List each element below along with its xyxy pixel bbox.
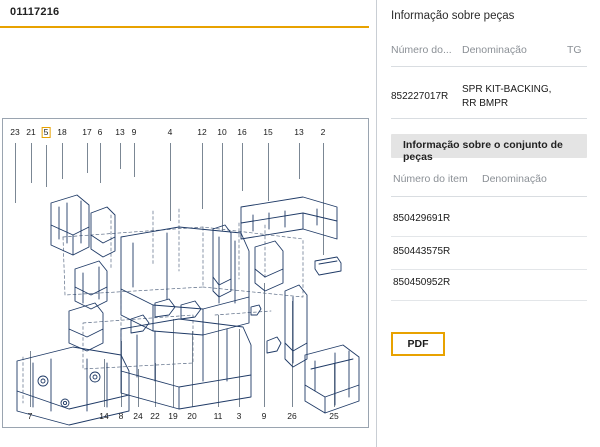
callout-21[interactable]: 21 (26, 127, 36, 137)
callout-6[interactable]: 6 (97, 127, 103, 137)
callout-row-bottom (3, 411, 369, 423)
callout-14[interactable]: 14 (99, 411, 109, 421)
callout-22[interactable]: 22 (150, 411, 160, 421)
callout-11[interactable]: 11 (213, 411, 223, 421)
set-item-number-3[interactable]: 850450952R (393, 277, 451, 288)
callout-26[interactable]: 26 (287, 411, 297, 421)
callout-12[interactable]: 12 (197, 127, 207, 137)
set-row-divider-1 (391, 236, 587, 237)
callout-13-top-2[interactable]: 13 (294, 127, 304, 137)
parts-diagram[interactable] (2, 118, 369, 428)
set-item-number-1[interactable]: 850429691R (393, 213, 451, 224)
callout-13-top[interactable]: 13 (115, 127, 125, 137)
column-header-part-number: Número do... (391, 44, 452, 56)
callout-4[interactable]: 4 (167, 127, 173, 137)
document-number: 01117216 (10, 6, 60, 18)
part-number-value[interactable]: 852227017R (391, 91, 449, 102)
callout-19[interactable]: 19 (168, 411, 178, 421)
set-row-divider-2 (391, 269, 587, 270)
callout-24[interactable]: 24 (133, 411, 143, 421)
column-header-item-description: Denominação (482, 173, 547, 185)
part-description-line1: SPR KIT-BACKING, (462, 84, 552, 95)
callout-3[interactable]: 3 (236, 411, 242, 421)
callout-25[interactable]: 25 (329, 411, 339, 421)
set-row-divider-3 (391, 300, 587, 301)
callout-16[interactable]: 16 (237, 127, 247, 137)
callout-20[interactable]: 20 (187, 411, 197, 421)
parts-table-row-divider (391, 118, 587, 119)
callout-23[interactable]: 23 (10, 127, 20, 137)
callout-15[interactable]: 15 (263, 127, 273, 137)
callout-18[interactable]: 18 (57, 127, 67, 137)
callout-5-selected[interactable]: 5 (43, 127, 49, 137)
callout-17[interactable]: 17 (82, 127, 92, 137)
pdf-button[interactable]: PDF (391, 332, 445, 356)
title-divider (0, 26, 369, 28)
bumper-assembly-drawing (3, 119, 369, 428)
parts-set-section-header (391, 134, 587, 163)
parts-table-header-divider (391, 66, 587, 67)
callout-10[interactable]: 10 (217, 127, 227, 137)
callout-9-top[interactable]: 9 (131, 127, 137, 137)
callout-2[interactable]: 2 (320, 127, 326, 137)
callout-8[interactable]: 8 (118, 411, 124, 421)
callout-9-bottom[interactable]: 9 (261, 411, 267, 421)
callout-row-top (3, 127, 369, 139)
set-table-header-divider (391, 196, 587, 197)
column-header-description: Denominação (462, 44, 527, 56)
column-header-tg: TG (567, 44, 582, 56)
part-info-title: Informação sobre peças (391, 10, 515, 22)
set-item-number-2[interactable]: 850443575R (393, 246, 451, 257)
part-info-pane (376, 0, 600, 447)
column-header-item-number: Número do item (393, 173, 468, 185)
part-description-line2: RR BMPR (462, 98, 509, 109)
parts-set-section-title: Informação sobre o conjunto de peças (403, 139, 563, 163)
callout-7[interactable]: 7 (27, 411, 33, 421)
